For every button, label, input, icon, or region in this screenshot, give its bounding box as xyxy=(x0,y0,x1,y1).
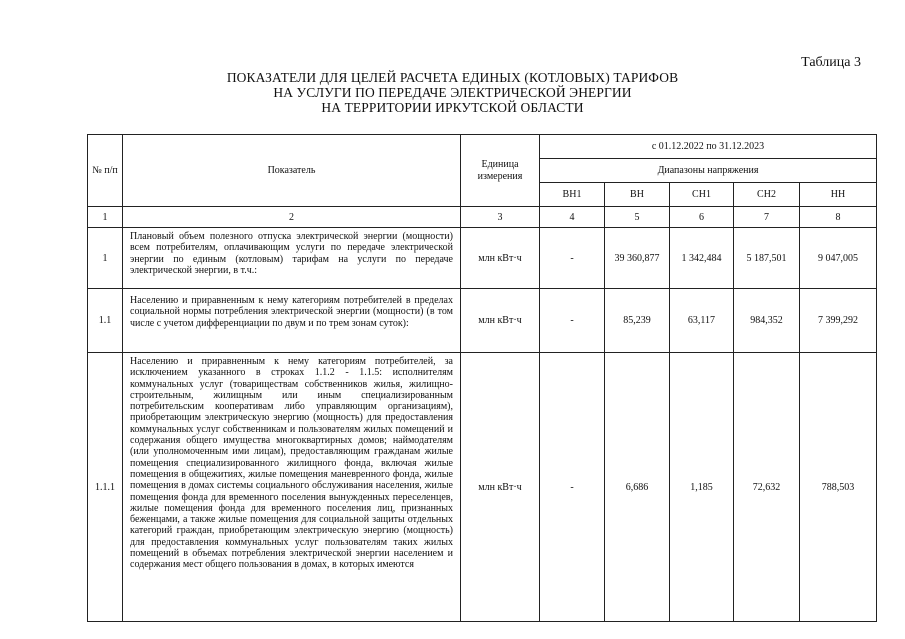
row-unit: млн кВт·ч xyxy=(461,353,540,622)
row-value: - xyxy=(540,353,605,622)
header-unit: Единица измерения xyxy=(461,135,540,207)
row-num: 1 xyxy=(88,228,123,289)
row-num: 1.1 xyxy=(88,289,123,353)
col-number: 7 xyxy=(734,207,800,228)
indicators-table xyxy=(87,134,877,622)
row-value: 6,686 xyxy=(605,353,670,622)
row-value: 9 047,005 xyxy=(800,228,877,289)
row-value: 984,352 xyxy=(734,289,800,353)
col-number: 6 xyxy=(670,207,734,228)
row-value: 72,632 xyxy=(734,353,800,622)
row-num: 1.1.1 xyxy=(88,353,123,622)
header-period: с 01.12.2022 по 31.12.2023 xyxy=(540,135,877,159)
row-indicator-text xyxy=(123,228,461,289)
row-value: 1 342,484 xyxy=(670,228,734,289)
row-value: 1,185 xyxy=(670,353,734,622)
row-value: - xyxy=(540,228,605,289)
row-indicator-content: Населению и приравненным к нему категориям потребителей, за исключением указанного в строках 1.1.2 - 1.1.5: исполнителям коммунальных услуг (товариществам собственников жилья, жилищно-строительным, жилищным или иным специализированным потребительским кооперативам либо управляющим организациям), приобретающим электрическую энергию (мощность) для предоставления коммунальных услуг собственникам и пользователям жилых помещений и содержания общего имущества многоквартирных домов; наймодателям (или уполномоченным ими лицам), предоставляющим гражданам жилые помещения специализированного жилищного фонда, включая жилые помещения в общежитиях, жилые помещения маневренного фонда, жилые помещения в домах системы социального обслуживания населения, жилые помещения фонда для временного поселения вынужденных переселенцев, жилые помещения фонда для временного поселения лиц, признанных беженцами, а также жилые помещения для социальной защиты отдельных категорий граждан, приобретающим электрическую энергию (мощность) для предоставления коммунальных услуг пользователям таких жилых помещений в объемах потребления электрической энергии населением и содержания мест общего пользования в домах, в которых имеются xyxy=(130,356,453,571)
col-number: 3 xyxy=(461,207,540,228)
row-indicator-content: Населению и приравненным к нему категориям потребителей в пределах социальной нормы потребления электрической энергии (мощности) (в том числе с учетом дифференциации по двум и по трем зонам суток): xyxy=(130,295,453,329)
col-number: 5 xyxy=(605,207,670,228)
header-level: ВН1 xyxy=(540,183,605,207)
table-row xyxy=(88,289,877,353)
header-level: СН2 xyxy=(734,183,800,207)
row-indicator-text xyxy=(123,289,461,353)
row-value: 5 187,501 xyxy=(734,228,800,289)
row-indicator-content: Плановый объем полезного отпуска электрической энергии (мощности) всем потребителям, оплачивающим услуги по передаче электрической энергии по единым (котловым) тарифам на услуги по передаче электрической энергии, в т.ч.: xyxy=(130,231,453,276)
row-value: - xyxy=(540,289,605,353)
header-level: ВН xyxy=(605,183,670,207)
table-row xyxy=(88,228,877,289)
row-unit: млн кВт·ч xyxy=(461,228,540,289)
row-unit: млн кВт·ч xyxy=(461,289,540,353)
document-title xyxy=(0,70,905,115)
title-line-1: ПОКАЗАТЕЛИ ДЛЯ ЦЕЛЕЙ РАСЧЕТА ЕДИНЫХ (КОТЛОВЫХ) ТАРИФОВ xyxy=(226,70,679,85)
row-value: 63,117 xyxy=(670,289,734,353)
header-voltage: Диапазоны напряжения xyxy=(540,159,877,183)
table-label: Таблица 3 xyxy=(801,55,861,70)
header-level: НН xyxy=(800,183,877,207)
col-number: 2 xyxy=(123,207,461,228)
header-row-1 xyxy=(88,135,877,159)
header-indicator: Показатель xyxy=(123,135,461,207)
table-row xyxy=(88,353,877,622)
row-indicator-text xyxy=(123,353,461,622)
title-line-2: НА УСЛУГИ ПО ПЕРЕДАЧЕ ЭЛЕКТРИЧЕСКОЙ ЭНЕРГИИ xyxy=(273,85,632,100)
column-numbers-row xyxy=(88,207,877,228)
header-num: № п/п xyxy=(88,135,123,207)
col-number: 1 xyxy=(88,207,123,228)
row-value: 39 360,877 xyxy=(605,228,670,289)
row-value: 7 399,292 xyxy=(800,289,877,353)
row-value: 788,503 xyxy=(800,353,877,622)
col-number: 8 xyxy=(800,207,877,228)
col-number: 4 xyxy=(540,207,605,228)
row-value: 85,239 xyxy=(605,289,670,353)
header-level: СН1 xyxy=(670,183,734,207)
title-line-3: НА ТЕРРИТОРИИ ИРКУТСКОЙ ОБЛАСТИ xyxy=(321,100,584,115)
